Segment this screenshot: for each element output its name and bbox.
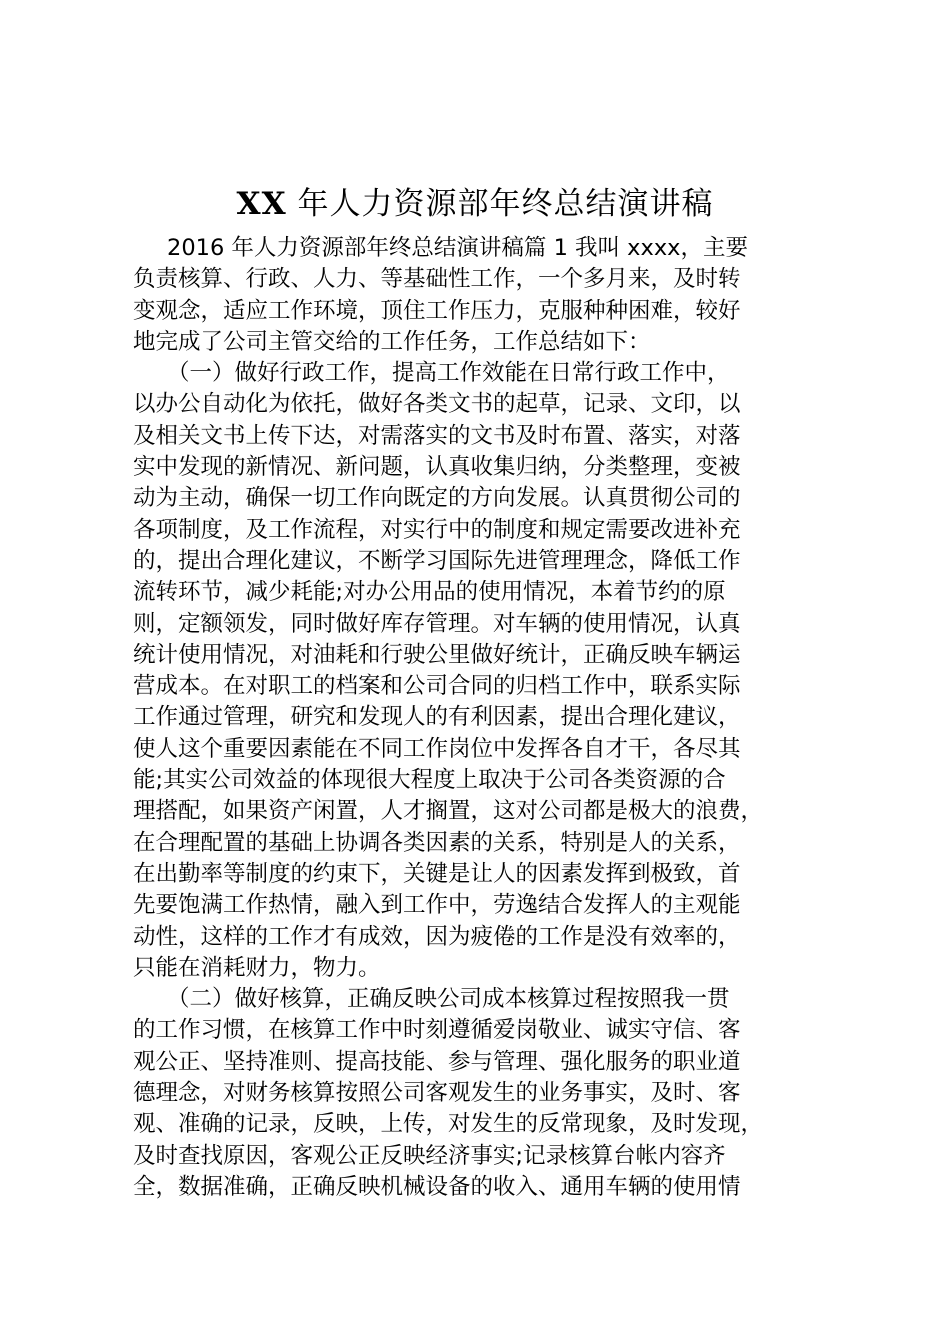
paragraph-line: （二）做好核算，正确反映公司成本核算过程按照我一贯 [167, 986, 730, 1013]
paragraph-line: 只能在消耗财力，物力。 [133, 954, 381, 981]
paragraph-line: 及时查找原因，客观公正反映经济事实;记录核算台帐内容齐 [133, 1142, 726, 1169]
paragraph-line: 以办公自动化为依托，做好各类文书的起草，记录、文印，以 [133, 391, 741, 418]
paragraph-line: 则，定额领发，同时做好库存管理。对车辆的使用情况，认真 [133, 610, 741, 637]
paragraph-line: 理搭配，如果资产闲置，人才搁置，这对公司都是极大的浪费， [133, 798, 764, 825]
paragraph-line: 及相关文书上传下达，对需落实的文书及时布置、落实，对落 [133, 422, 741, 449]
paragraph-line: 动性，这样的工作才有成效，因为疲倦的工作是没有效率的， [133, 923, 741, 950]
document-body [133, 233, 833, 1203]
paragraph-line: 的工作习惯，在核算工作中时刻遵循爱岗敬业、诚实守信、客 [133, 1017, 741, 1044]
paragraph-line: 在出勤率等制度的约束下，关键是让人的因素发挥到极致，首 [133, 860, 741, 887]
paragraph-line: 先要饱满工作热情，融入到工作中，劳逸结合发挥人的主观能 [133, 892, 741, 919]
paragraph-line: 动为主动，确保一切工作向既定的方向发展。认真贯彻公司的 [133, 485, 741, 512]
paragraph-line: 工作通过管理，研究和发现人的有利因素，提出合理化建议， [133, 704, 741, 731]
document-title [0, 182, 950, 226]
paragraph-line: 流转环节，减少耗能;对办公用品的使用情况，本着节约的原 [133, 579, 726, 606]
paragraph-line: 能;其实公司效益的体现很大程度上取决于公司各类资源的合 [133, 767, 726, 794]
paragraph-line: 地完成了公司主管交给的工作任务，工作总结如下： [133, 328, 651, 355]
paragraph-line: 在合理配置的基础上协调各类因素的关系，特别是人的关系， [133, 829, 741, 856]
title-text: 年人力资源部年终总结演讲稿 [286, 186, 714, 222]
paragraph-line: 统计使用情况，对油耗和行驶公里做好统计，正确反映车辆运 [133, 641, 741, 668]
paragraph-line: （一）做好行政工作，提高工作效能在日常行政工作中， [167, 360, 730, 387]
paragraph-line: 使人这个重要因素能在不同工作岗位中发挥各自才干，各尽其 [133, 735, 741, 762]
paragraph-line: 营成本。在对职工的档案和公司合同的归档工作中，联系实际 [133, 673, 741, 700]
paragraph-line: 实中发现的新情况、新问题，认真收集归纳，分类整理，变被 [133, 454, 741, 481]
paragraph-line: 各项制度，及工作流程，对实行中的制度和规定需要改进补充 [133, 516, 741, 543]
title-prefix: XX [236, 186, 287, 222]
paragraph-line: 2016 年人力资源部年终总结演讲稿篇 1 我叫 xxxx，主要 [167, 235, 748, 261]
paragraph-line: 的，提出合理化建议，不断学习国际先进管理理念，降低工作 [133, 547, 741, 574]
paragraph-line: 观、准确的记录，反映，上传，对发生的反常现象，及时发现， [133, 1111, 764, 1138]
paragraph-line: 负责核算、行政、人力、等基础性工作，一个多月来，及时转 [133, 266, 741, 293]
paragraph-line: 德理念，对财务核算按照公司客观发生的业务事实，及时、客 [133, 1080, 741, 1107]
paragraph-line: 变观念，适应工作环境，顶住工作压力，克服种种困难，较好 [133, 297, 741, 324]
paragraph-line: 观公正、坚持准则、提高技能、参与管理、强化服务的职业道 [133, 1048, 741, 1075]
paragraph-line: 全，数据准确，正确反映机械设备的收入、通用车辆的使用情 [133, 1173, 741, 1200]
